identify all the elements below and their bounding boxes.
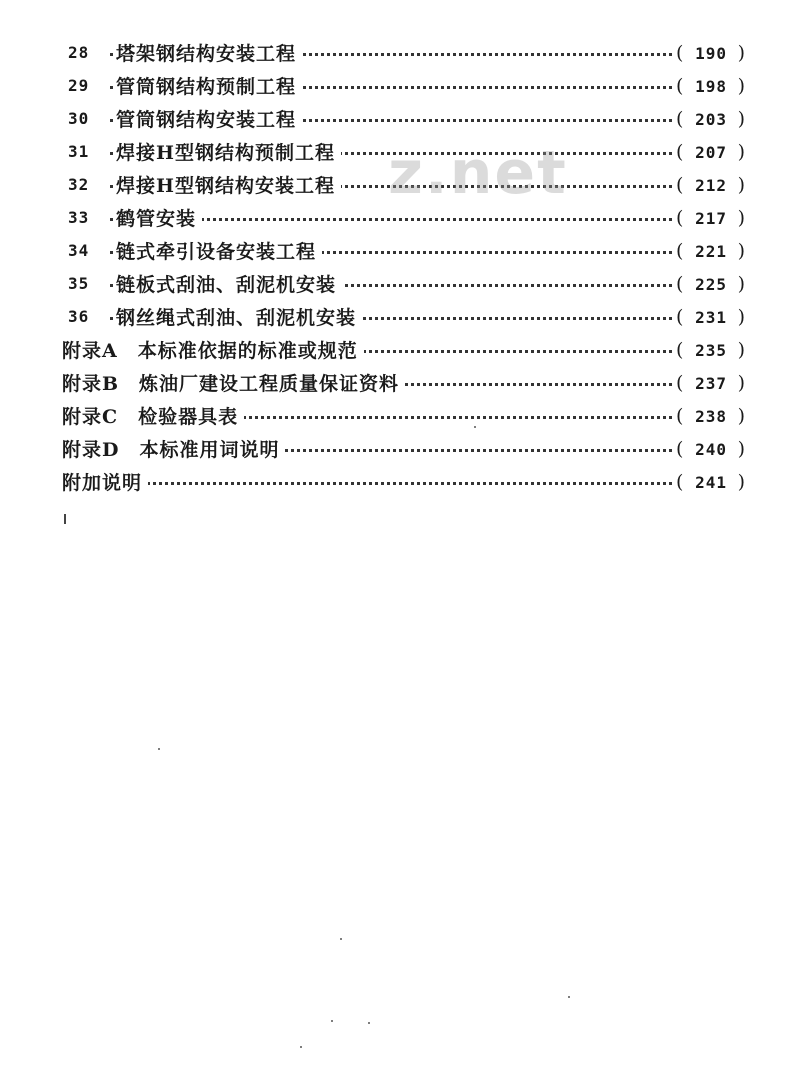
watermark: z.net: [388, 138, 568, 208]
paren-open: (: [676, 107, 685, 130]
paren-open: (: [676, 470, 685, 493]
paren-close: ): [737, 404, 747, 427]
toc-appendix-a[interactable]: [0, 333, 800, 366]
page-number: 203: [695, 109, 727, 129]
toc-entry-title: 管筒钢结构安装工程: [116, 105, 302, 132]
paren-open: (: [676, 338, 685, 361]
paren-open: (: [676, 74, 685, 97]
toc-entry-title: 鹤管安装: [116, 204, 202, 231]
leader-dots: [110, 482, 672, 485]
paren-open: (: [676, 272, 685, 295]
toc-entry-33[interactable]: [0, 201, 800, 234]
scan-speck: [368, 1022, 370, 1024]
toc-entry-page: [676, 339, 760, 361]
table-of-contents: [0, 36, 800, 498]
paren-close: ): [737, 206, 747, 229]
paren-close: ): [737, 239, 747, 262]
toc-appendix-title: 附加说明: [62, 468, 148, 495]
toc-entry-page: [676, 372, 760, 394]
paren-open: (: [676, 305, 685, 328]
toc-entry-title: 焊接H型钢结构安装工程: [116, 171, 341, 198]
toc-appendix-c[interactable]: [0, 399, 800, 432]
toc-entry-number: 35: [68, 274, 90, 293]
paren-close: ): [737, 41, 747, 64]
toc-entry-page: [676, 306, 760, 328]
toc-entry-34[interactable]: [0, 234, 800, 267]
page-number: 190: [695, 43, 727, 63]
page-number: 221: [695, 241, 727, 261]
paren-close: ): [737, 272, 747, 295]
page-number: 238: [695, 406, 727, 426]
toc-entry-number: 36: [68, 307, 90, 326]
page-number: 212: [695, 175, 727, 195]
scan-speck: [300, 1046, 302, 1048]
toc-entry-page: [676, 207, 760, 229]
page-number: 240: [695, 439, 727, 459]
toc-entry-title: 管筒钢结构预制工程: [116, 72, 302, 99]
toc-entry-page: [676, 75, 760, 97]
toc-entry-number: 31: [68, 142, 90, 161]
toc-entry-number: 33: [68, 208, 90, 227]
toc-appendix-title: 附录A 本标准依据的标准或规范: [62, 336, 364, 363]
paren-open: (: [676, 404, 685, 427]
toc-appendix-title: 附录B 炼油厂建设工程质量保证资料: [62, 369, 405, 396]
toc-entry-title: 钢丝绳式刮油、刮泥机安装: [116, 303, 362, 330]
toc-appendix-title: 附录D 本标准用词说明: [62, 435, 285, 462]
toc-entry-31[interactable]: [0, 135, 800, 168]
toc-appendix-title: 附录C 检验器具表: [62, 402, 244, 429]
toc-entry-number: 30: [68, 109, 90, 128]
paren-open: (: [676, 239, 685, 262]
toc-entry-number: 32: [68, 175, 90, 194]
toc-entry-36[interactable]: [0, 300, 800, 333]
page-number: 241: [695, 472, 727, 492]
toc-entry-page: [676, 438, 760, 460]
paren-close: ): [737, 470, 747, 493]
toc-entry-28[interactable]: [0, 36, 800, 69]
scan-mark: [64, 514, 66, 524]
paren-close: ): [737, 305, 747, 328]
paren-close: ): [737, 140, 747, 163]
toc-additional-notes[interactable]: [0, 465, 800, 498]
toc-entry-35[interactable]: [0, 267, 800, 300]
toc-entry-title: 焊接H型钢结构预制工程: [116, 138, 341, 165]
toc-entry-number: 28: [68, 43, 90, 62]
toc-entry-number: 29: [68, 76, 90, 95]
page-number: 217: [695, 208, 727, 228]
toc-entry-page: [676, 405, 760, 427]
toc-entry-title: 塔架钢结构安装工程: [116, 39, 302, 66]
toc-entry-title: 链式牵引设备安装工程: [116, 237, 322, 264]
toc-entry-page: [676, 240, 760, 262]
page-number: 207: [695, 142, 727, 162]
paren-open: (: [676, 437, 685, 460]
paren-close: ): [737, 338, 747, 361]
toc-appendix-d[interactable]: [0, 432, 800, 465]
toc-entry-page: [676, 141, 760, 163]
paren-close: ): [737, 173, 747, 196]
page-number: 235: [695, 340, 727, 360]
toc-entry-30[interactable]: [0, 102, 800, 135]
scan-speck: [474, 426, 476, 428]
paren-close: ): [737, 74, 747, 97]
paren-close: ): [737, 107, 747, 130]
paren-open: (: [676, 371, 685, 394]
paren-close: ): [737, 437, 747, 460]
toc-entry-page: [676, 273, 760, 295]
scan-speck: [331, 1020, 333, 1022]
toc-entry-page: [676, 42, 760, 64]
page-number: 237: [695, 373, 727, 393]
paren-open: (: [676, 140, 685, 163]
toc-entry-number: 34: [68, 241, 90, 260]
toc-entry-page: [676, 108, 760, 130]
page-number: 225: [695, 274, 727, 294]
toc-entry-title: 链板式刮油、刮泥机安装: [116, 270, 342, 297]
paren-open: (: [676, 41, 685, 64]
toc-entry-32[interactable]: [0, 168, 800, 201]
toc-entry-page: [676, 471, 760, 493]
paren-close: ): [737, 371, 747, 394]
paren-open: (: [676, 173, 685, 196]
scan-speck: [340, 938, 342, 940]
scan-speck: [158, 748, 160, 750]
toc-entry-page: [676, 174, 760, 196]
page-number: 198: [695, 76, 727, 96]
scan-speck: [568, 996, 570, 998]
page-number: 231: [695, 307, 727, 327]
toc-appendix-b[interactable]: [0, 366, 800, 399]
toc-entry-29[interactable]: [0, 69, 800, 102]
paren-open: (: [676, 206, 685, 229]
